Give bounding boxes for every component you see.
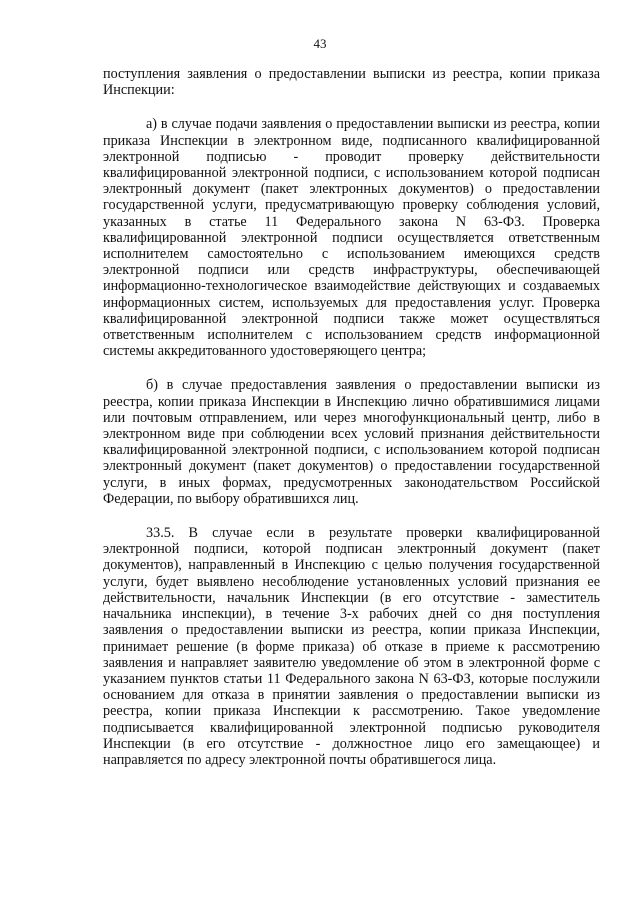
paragraph-33-5: 33.5. В случае если в результате проверки квалифицированной электронной подписи, которой подписан электронный документ (пакет документов), направленный в Инспекцию с целью получения государственной услуги, будет выявлено несоблюдение установленных условий признания ее действительности, начальник Инспекции (в его отсутствие - заместитель начальника инспекции), в течение 3-х рабочих дней со дня поступления заявления о предоставлении выписки из реестра, копии приказа Инспекции, принимает решение (в форме приказа) об отказе в приеме к рассмотрению заявления и направляет заявителю уведомление об этом в электронной форме с указанием пунктов статьи 11 Федерального закона N 63-ФЗ, которые послужили основанием для отказа в принятии заявления о предоставлении выписки из реестра, копии приказа Инспекции к рассмотрению. Такое уведомление подписывается квалифицированной электронной подписью руководителя Инспекции (в его отсутствие - должностное лицо его замещающее) и направляется по адресу электронной почты обратившегося лица. bbox=[103, 525, 600, 768]
document-body bbox=[103, 66, 600, 768]
paragraph-item-b: б) в случае предоставления заявления о предоставлении выписки из реестра, копии приказа Инспекции в Инспекцию лично обратившимися лицами или почтовым отправлением, или через многофункциональный центр, либо в электронном виде при соблюдении всех условий признания действительности квалифицированной электронной подписи, с использованием которой подписан электронный документ (пакет документов) о предоставлении государственной услуги, в иных формах, предусмотренных законодательством Российской Федерации, по выбору обратившихся лиц. bbox=[103, 377, 600, 507]
paragraph-item-a: а) в случае подачи заявления о предоставлении выписки из реестра, копии приказа Инспекции в электронном виде, подписанного квалифицированной электронной подписью - проводит проверку действительности квалифицированной электронной подписи, с использованием которой подписан электронный документ (пакет электронных документов) о предоставлении государственной услуги, предусматривающую проверку соблюдения условий, указанных в статье 11 Федерального закона N 63-ФЗ. Проверка квалифицированной электронной подписи осуществляется ответственным исполнителем самостоятельно с использованием имеющихся средств электронной подписи или средств инфраструктуры, обеспечивающей информационно-технологическое взаимодействие действующих и создаваемых информационных систем, используемых для предоставления услуг. Проверка квалифицированной электронной подписи также может осуществляться ответственным исполнителем с использованием средств информационной системы аккредитованного удостоверяющего центра; bbox=[103, 116, 600, 360]
page-number: 43 bbox=[313, 36, 327, 51]
paragraph-continuation: поступления заявления о предоставлении выписки из реестра, копии приказа Инспекции: bbox=[103, 66, 600, 99]
